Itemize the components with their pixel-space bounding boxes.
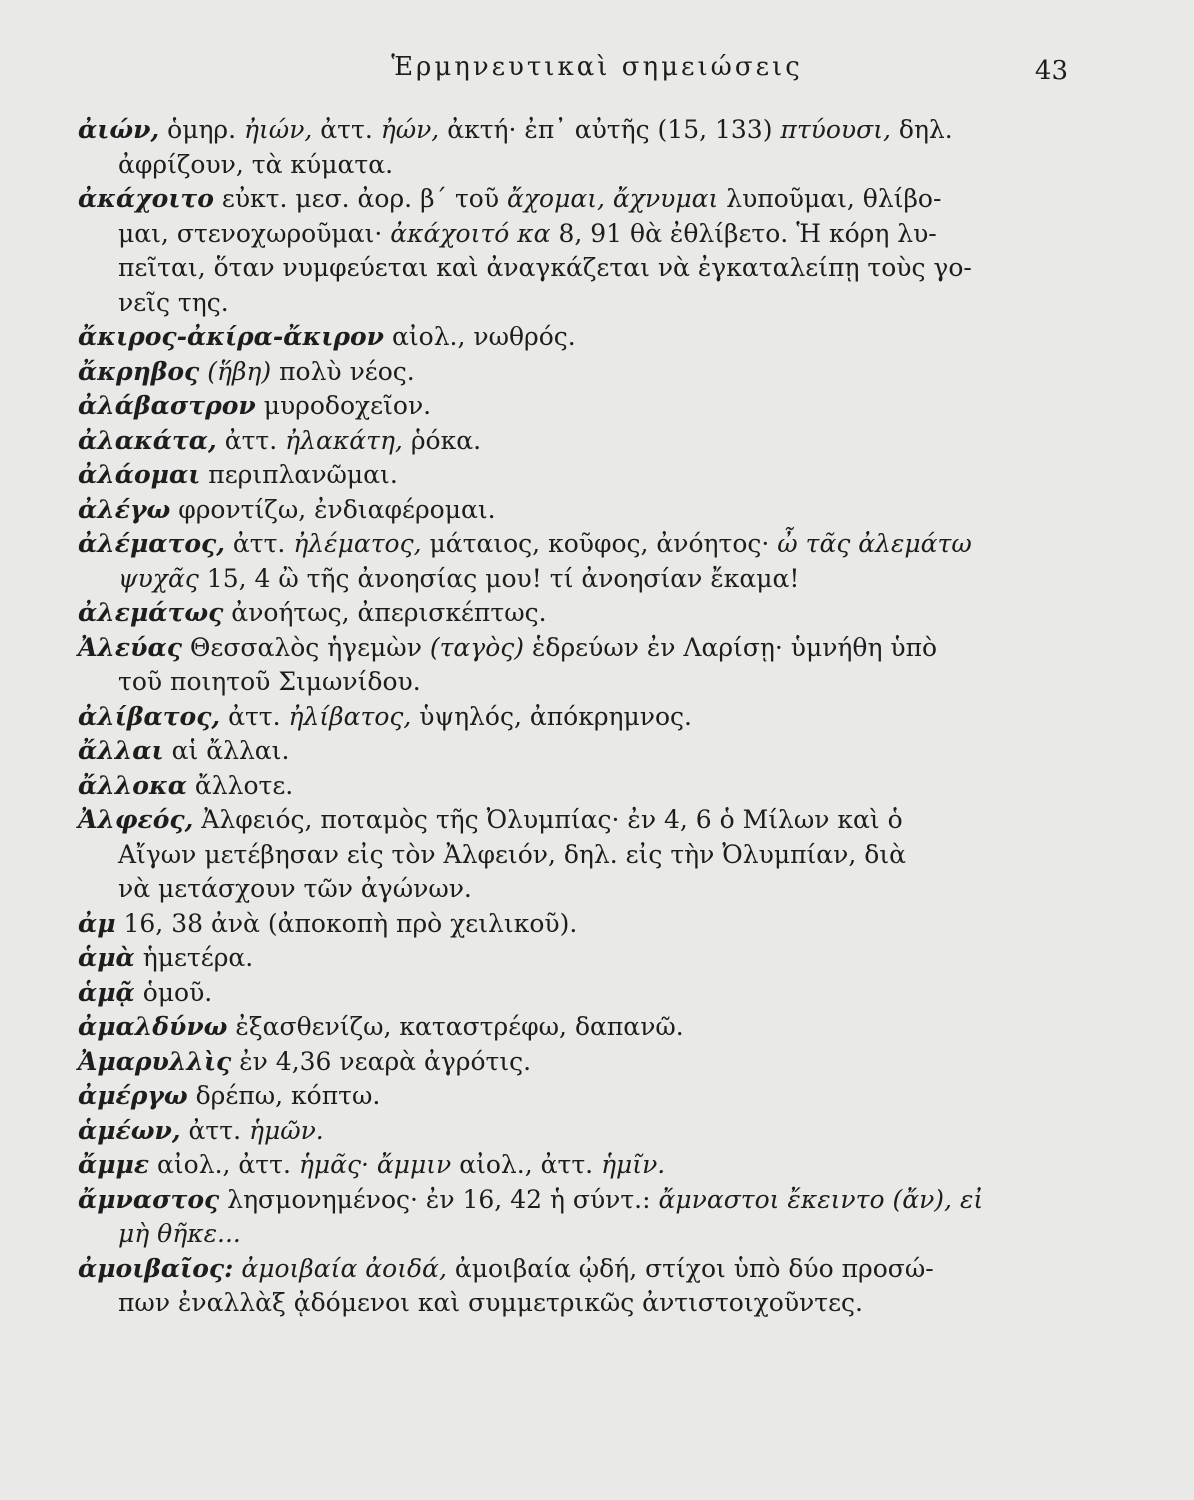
running-head: Ἑρμηνευτικαὶ σημειώσεις [391, 52, 803, 82]
entry-lemma: ἄκρηβος [78, 356, 200, 386]
glossary-entry [78, 355, 1078, 390]
entry-continuation [78, 872, 1078, 907]
entry-text: ἀττ. [224, 529, 294, 558]
glossary-entry [78, 1183, 1078, 1252]
glossary-entry [78, 1114, 1078, 1149]
entry-text: λησμονημένος· ἐν 16, 42 ἡ σύντ.: [219, 1184, 659, 1214]
entry-lemma: ἄμναστος [78, 1184, 220, 1214]
glossary-entry [78, 182, 1078, 320]
glossary-entry [78, 976, 1078, 1011]
italic-text: ἠιών, [244, 115, 313, 144]
entry-text: Αἴγων μετέβησαν εἰς τὸν Ἀλφειόν, δηλ. εἰς τὴν Ὀλυμπίαν, διὰ [118, 839, 907, 869]
entry-lemma: ἄκιρος-ἀκίρα-ἄκιρον [78, 322, 385, 351]
entry-text: ἀφρίζουν, τὰ κύματα. [118, 149, 394, 179]
entry-lemma: Ἀλεύας [78, 632, 182, 662]
entry-text: μάταιος, κοῦφος, ἀνόητος· [421, 529, 778, 558]
entry-text: ἀττ. [216, 425, 286, 455]
entry-continuation [78, 562, 1078, 597]
italic-text: ἄμναστοι ἔκειντο (ἄν), εἰ [658, 1184, 984, 1214]
italic-text: ἀκάχοιτό κα [390, 218, 551, 248]
entry-text: ἀττ. [220, 701, 289, 731]
page-number: 43 [1034, 56, 1068, 86]
italic-text: ἠλίβατος, [288, 701, 412, 731]
entry-text: δηλ. [890, 115, 953, 144]
entry-lemma: ἀλάομαι [78, 460, 201, 489]
entry-lemma: ἀλέγω [78, 494, 171, 524]
entry-lemma: ἁμᾷ [78, 977, 135, 1007]
entry-lemma: ἀκάχοιτο [78, 184, 214, 213]
entry-text: αἰολ., νωθρός. [384, 322, 576, 351]
entry-lemma: ἀλέματος, [78, 529, 225, 558]
entry-text: αἰολ., ἀττ. [149, 1150, 299, 1179]
italic-text: ἄχομαι, ἄχνυμαι [507, 184, 719, 213]
entry-lemma: ἀλακάτα, [78, 425, 217, 455]
italic-text: ἡμῖν. [601, 1150, 666, 1179]
italic-text: (ἥβη) [199, 356, 272, 386]
entry-text: πων ἐναλλὰξ ᾀδόμενοι καὶ συμμετρικῶς ἀντιστοιχοῦντες. [118, 1288, 863, 1317]
glossary-entry [78, 907, 1078, 942]
entry-text: ἀττ. [180, 1115, 249, 1145]
entry-lemma: ἀιών, [78, 115, 160, 144]
glossary-entry [78, 113, 1078, 182]
entry-text: 8, 91 θὰ ἐθλίβετο. Ἡ κόρη λυ- [550, 218, 937, 248]
entry-text: ἑδρεύων ἐν Λαρίσῃ· ὑμνήθη ὑπὸ [524, 632, 938, 662]
entry-text: τοῦ ποιητοῦ Σιμωνίδου. [118, 667, 421, 696]
glossary-entry [78, 700, 1078, 735]
glossary-entry [78, 1252, 1078, 1321]
glossary-entry [78, 1148, 1078, 1183]
entry-text: 16, 38 ἀνὰ (ἀποκοπὴ πρὸ χειλικοῦ). [115, 908, 578, 938]
entry-lemma: ἀμέργω [78, 1081, 188, 1110]
glossary-entry [78, 458, 1078, 493]
entry-text: ἀμοιβαία ᾠδή, στίχοι ὑπὸ δύο προσώ- [446, 1253, 934, 1283]
entry-text: λυποῦμαι, θλίβο- [718, 184, 942, 213]
glossary-entry [78, 493, 1078, 528]
glossary-entry [78, 527, 1078, 596]
entry-lemma: ἀμαλδύνω [78, 1012, 228, 1041]
entry-continuation [78, 665, 1078, 700]
entry-text: 15, 4 ὢ τῆς ἀνοησίας μου! τί ἀνοησίαν ἔκαμα! [198, 563, 800, 593]
italic-text: πτύουσι, [780, 115, 891, 144]
italic-text: ἠλακάτη, [285, 425, 403, 455]
entry-text: Ἀλφειός, ποταμὸς τῆς Ὀλυμπίας· ἐν 4, 6 ὁ Μίλων καὶ ὁ [193, 805, 903, 834]
glossary-entry [78, 803, 1078, 907]
entry-continuation [78, 148, 1078, 183]
italic-text: ὦ τᾶς ἀλεμάτω [777, 529, 972, 558]
entry-text: μυροδοχεῖον. [255, 391, 432, 420]
italic-text: ἡμᾶς· ἄμμιν [298, 1150, 452, 1179]
entry-text: ἡμετέρα. [134, 943, 254, 972]
glossary-entry [78, 631, 1078, 700]
italic-text: ἡμῶν. [248, 1115, 324, 1145]
entry-text: ὁμοῦ. [134, 977, 213, 1007]
glossary-entry [78, 1079, 1078, 1114]
entry-lemma: Ἀμαρυλλὶς [78, 1046, 232, 1076]
entry-continuation [78, 838, 1078, 873]
entry-lemma: ἄλλαι [78, 736, 164, 765]
entry-text: δρέπω, κόπτω. [187, 1081, 381, 1110]
glossary-entry [78, 1045, 1078, 1080]
entry-continuation [78, 1286, 1078, 1321]
glossary-entry [78, 389, 1078, 424]
entry-lemma: ἀλίβατος, [78, 701, 221, 731]
entry-lemma: ἀμοιβαῖος: [78, 1253, 234, 1283]
entry-lemma: ἀλάβαστρον [78, 391, 256, 420]
entry-text: ὁμηρ. [159, 115, 245, 144]
entry-text: φροντίζω, ἐνδιαφέρομαι. [170, 494, 496, 524]
glossary-entry [78, 1010, 1078, 1045]
entry-text: ὑψηλός, ἀπόκρημνος. [411, 701, 692, 731]
entry-continuation [78, 286, 1078, 321]
entry-text: αἱ ἄλλαι. [163, 736, 290, 765]
entry-lemma: Ἀλφεός, [78, 805, 194, 834]
entry-text: αἰολ., ἀττ. [451, 1150, 602, 1179]
entry-text: περιπλανῶμαι. [200, 460, 398, 489]
italic-text: ἠλέματος, [293, 529, 422, 558]
italic-text: ἠών, [380, 115, 440, 144]
entry-lemma: ἄμμε [78, 1150, 150, 1179]
italic-text: ψυχᾶς [118, 563, 199, 593]
entry-text: ἀνοήτως, ἀπερισκέπτως. [223, 598, 547, 627]
entry-text: ἀκτή· ἐπ᾽ αὐτῆς (15, 133) [439, 115, 781, 144]
glossary-entries [78, 113, 1078, 1321]
entry-lemma: ἄλλοκα [78, 770, 187, 800]
entry-text: ἐν 4,36 νεαρὰ ἀγρότις. [231, 1046, 532, 1076]
entry-text: πεῖται, ὅταν νυμφεύεται καὶ ἀναγκάζεται νὰ ἐγκαταλείπῃ τοὺς γο- [118, 253, 972, 282]
entry-lemma: ἀλεμάτως [78, 598, 224, 627]
entry-lemma: ἁμέων, [78, 1115, 181, 1145]
glossary-entry [78, 734, 1078, 769]
glossary-entry [78, 769, 1078, 804]
glossary-entry [78, 596, 1078, 631]
italic-text: ἀμοιβαία ἀοιδά, [233, 1253, 447, 1283]
italic-text: μὴ θῆκε... [118, 1219, 241, 1248]
glossary-entry [78, 424, 1078, 459]
entry-text: ἀττ. [312, 115, 381, 144]
glossary-entry [78, 320, 1078, 355]
entry-text: εὐκτ. μεσ. ἀορ. β΄ τοῦ [213, 184, 507, 213]
entry-text: ἐξασθενίζω, καταστρέφω, δαπανῶ. [227, 1012, 684, 1041]
entry-text: μαι, στενοχωροῦμαι· [118, 218, 391, 248]
entry-continuation [78, 217, 1078, 252]
entry-text: νὰ μετάσχουν τῶν ἀγώνων. [118, 874, 472, 903]
glossary-entry [78, 941, 1078, 976]
entry-continuation [78, 251, 1078, 286]
entry-continuation [78, 1217, 1078, 1252]
italic-text: (ταγὸς) [429, 632, 525, 662]
entry-text: Θεσσαλὸς ἡγεμὼν [181, 632, 430, 662]
entry-text: ἄλλοτε. [186, 770, 294, 800]
entry-text: ῥόκα. [402, 425, 482, 455]
entry-text: πολὺ νέος. [271, 356, 415, 386]
entry-text: νεῖς της. [118, 287, 229, 317]
entry-lemma: ἀμ [78, 908, 116, 938]
entry-lemma: ἁμὰ [78, 943, 135, 972]
